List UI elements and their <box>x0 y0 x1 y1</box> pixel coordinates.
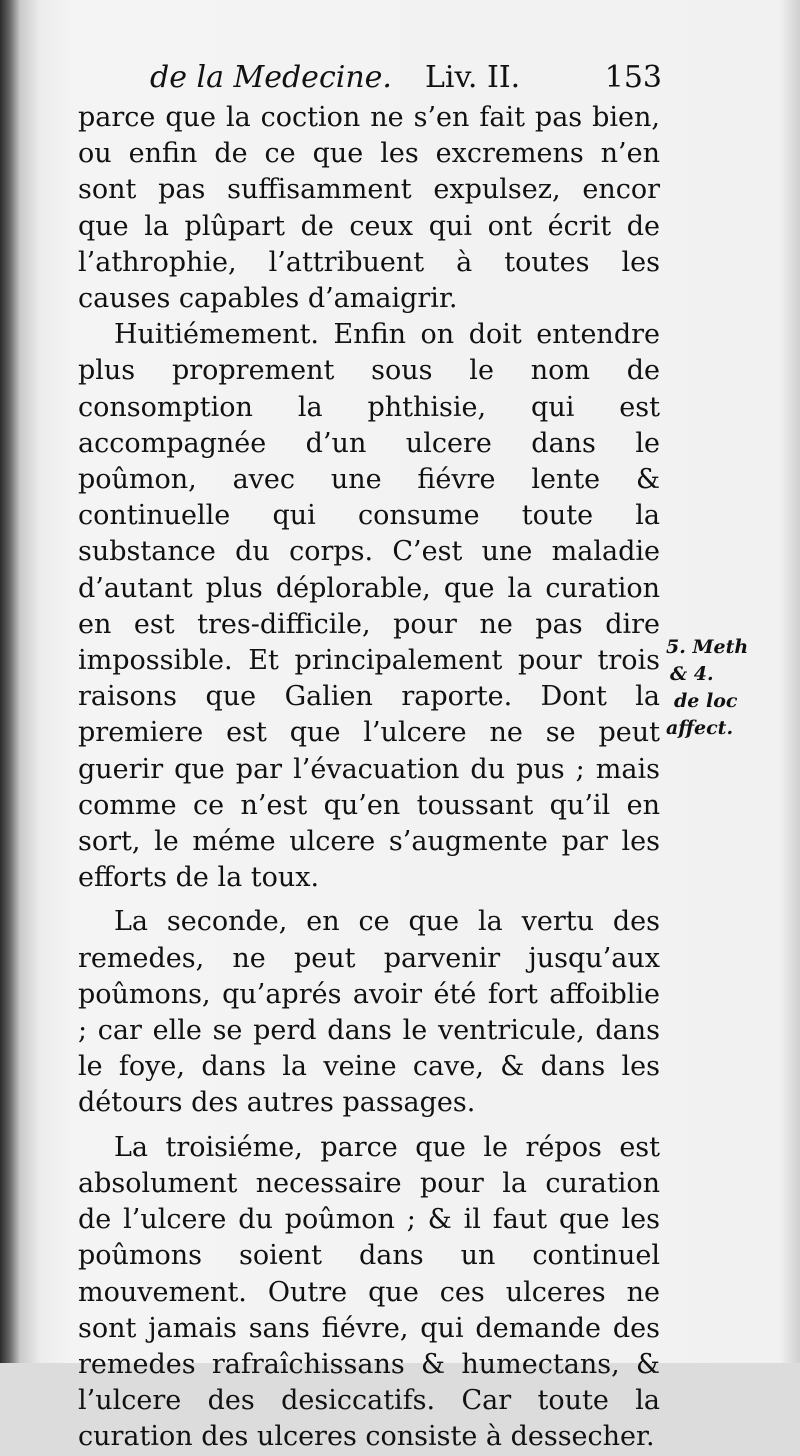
margin-citation <box>666 634 796 742</box>
margin-citation-line: de loc <box>674 690 738 712</box>
paragraph-4: La troisiéme, parce que le répos est absolument necessaire pour la curation de l’ulcere du poûmon ; & il faut que les poûmons soient dans un continuel mouvement. Outre que ces ulceres ne sont jamais sans fiévre, qui demande des remedes rafraîchissans & humectans, & l’ulcere des desiccatifs. Car toute la curation des ulceres consiste à dessecher. <box>78 1131 660 1453</box>
page-body <box>78 100 660 1456</box>
margin-citation-line: 5. Meth <box>666 636 749 658</box>
margin-citation-line: affect. <box>666 717 734 739</box>
paragraph-2: Huitiémement. Enfin on doit entendre plus proprement sous le nom de consomption la phthisie, qui est accompagnée d’un ulcere dans le poûmon, avec une fiévre lente & continuelle qui consume toute la substance du corps. C’est une maladie d’autant plus déplorable, que la curation en est tres-difficile, pour ne pas dire impossible. Et principalement pour trois raisons que Galien raporte. Dont la premiere est que l’ulcere ne se peut guerir que par l’évacuation du pus ; mais comme ce n’est qu’en toussant qu’il en sort, le méme ulcere s’augmente par les efforts de la toux. <box>78 319 660 894</box>
paragraph-3: La seconde, en ce que la vertu des remedes, ne peut parvenir jusqu’aux poûmons, qu’aprés avoir été fort affoiblie ; car elle se perd dans le ventricule, dans le foye, dans la veine cave, & dans les détours des autres passages. <box>78 906 660 1119</box>
running-title: de la Medecine. <box>150 60 392 95</box>
running-header <box>150 58 662 98</box>
paragraph-1: parce que la coction ne s’en fait pas bien, ou enfin de ce que les excremens n’en sont pas suffisamment expulsez, encor que la plûpart de ceux qui ont écrit de l’athrophie, l’attribuent à toutes les causes capables d’amaigrir. <box>78 102 660 315</box>
page-number: 153 <box>604 60 662 95</box>
margin-citation-line: & 4. <box>670 663 714 685</box>
book-number: Liv. II. <box>425 60 521 95</box>
